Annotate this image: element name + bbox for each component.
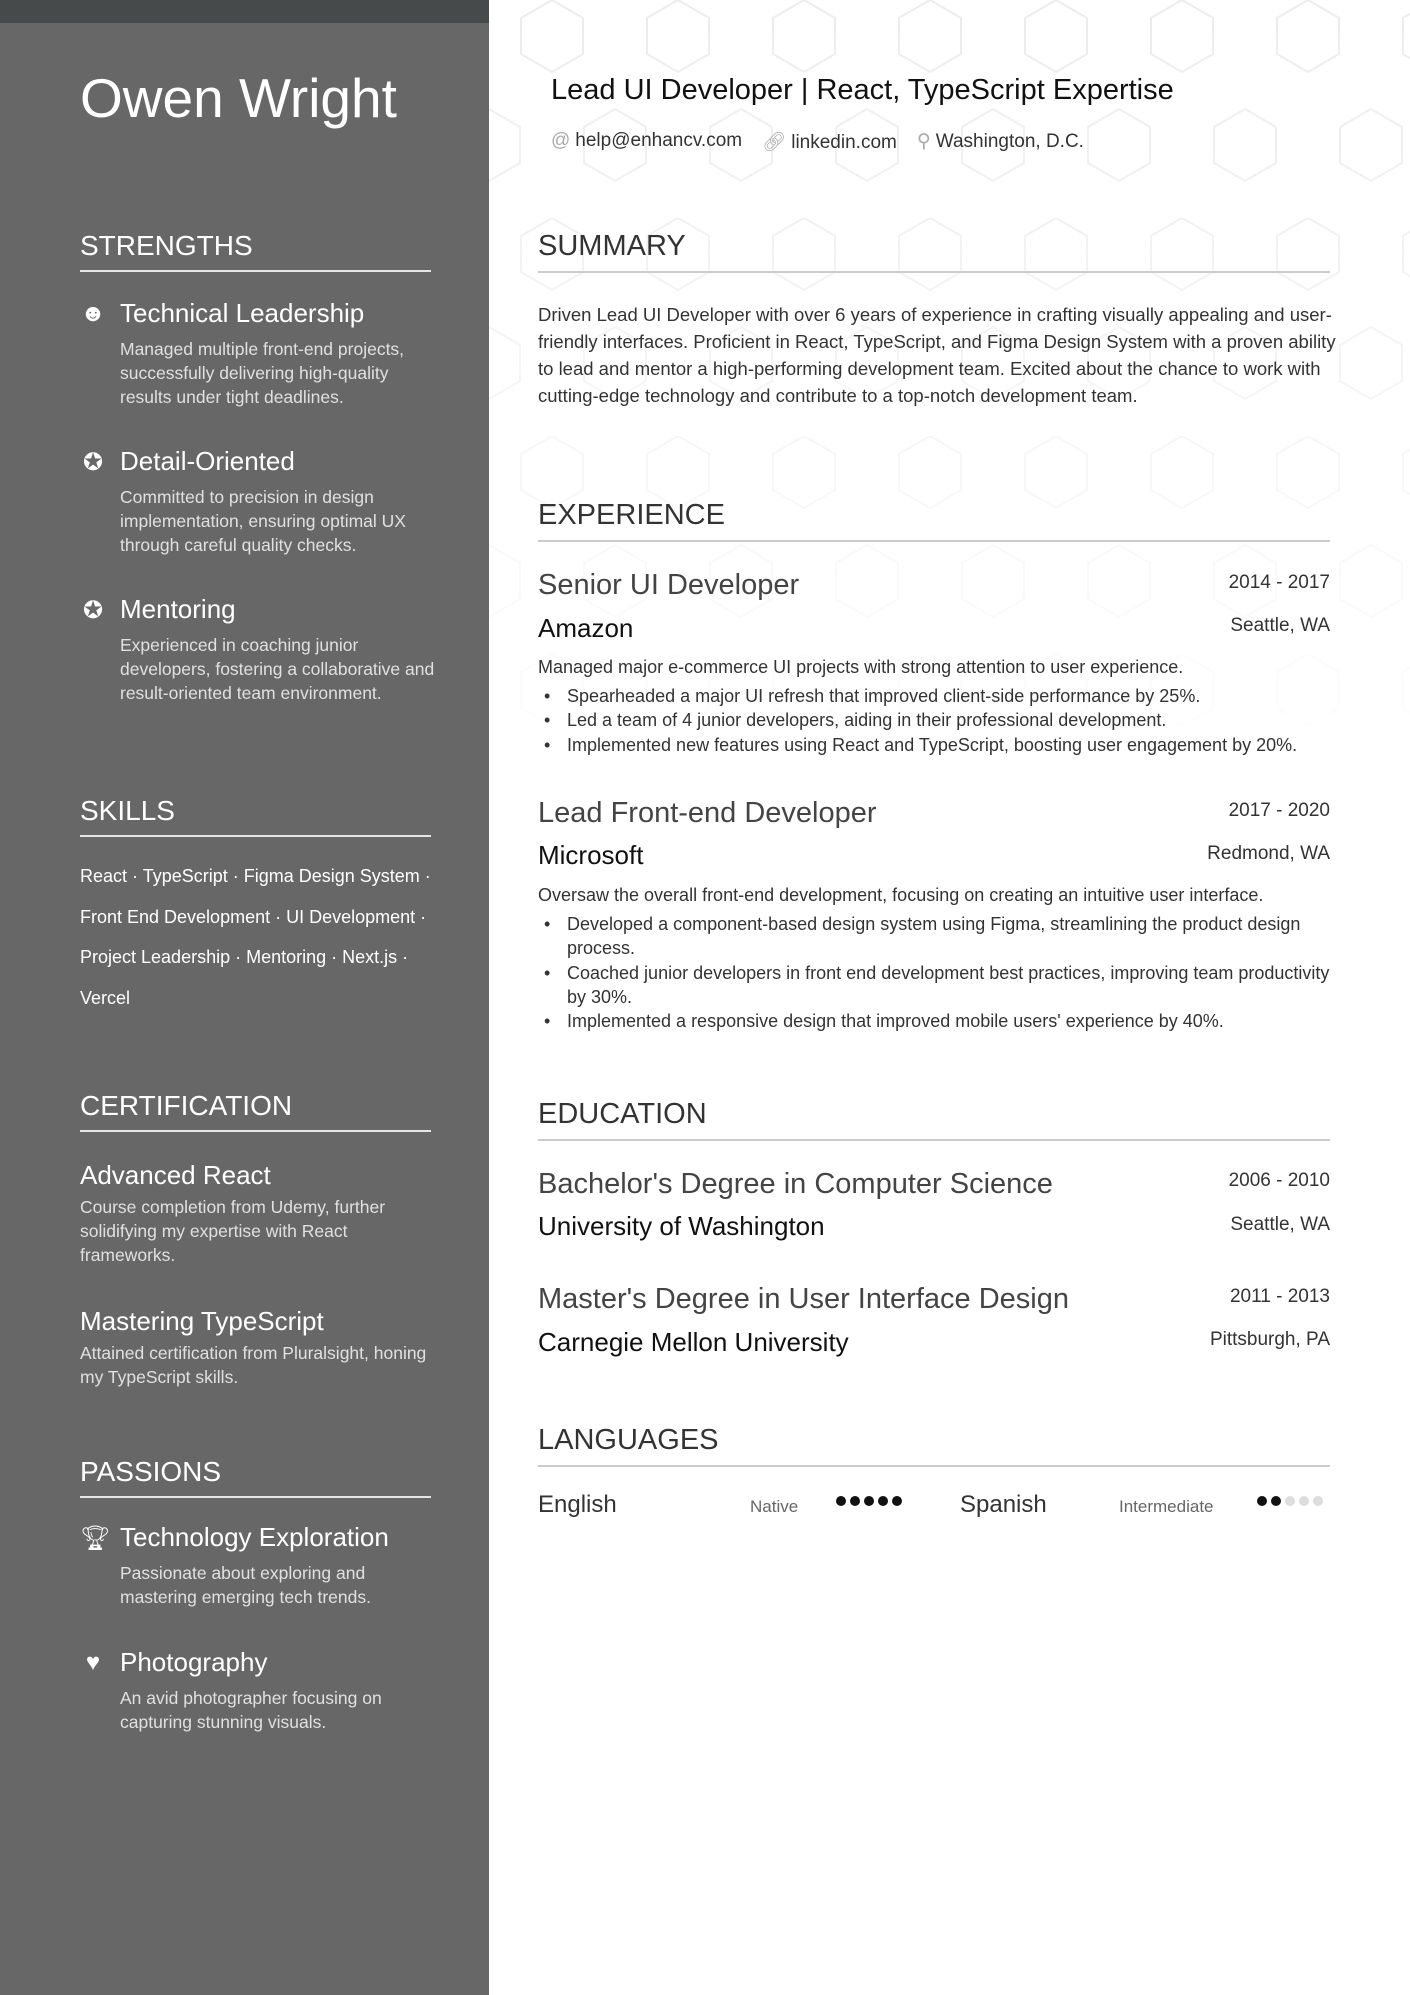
language-rating [836, 1496, 902, 1506]
job-bullet: • Led a team of 4 junior developers, aiding in their professional development. [538, 708, 1338, 732]
job-bullet: • Developed a component-based design system using Figma, streamlining the product design process. [538, 912, 1348, 961]
summary-heading: SUMMARY [538, 230, 1330, 273]
sidebar-top-bar [0, 0, 489, 23]
passions-heading: PASSIONS [80, 1456, 431, 1498]
job-company: Microsoft [538, 840, 644, 870]
rating-dot [892, 1496, 902, 1506]
edu-location: Pittsburgh, PA [1209, 1329, 1330, 1350]
job-role: Lead Front-end Developer [538, 797, 877, 829]
rating-dot [1285, 1496, 1295, 1506]
heart-icon: ♥ [85, 1649, 101, 1676]
language-name: Spanish [960, 1491, 1047, 1518]
rating-dot [850, 1496, 860, 1506]
languages-heading: LANGUAGES [538, 1424, 1330, 1467]
rating-dot [1257, 1496, 1267, 1506]
skills-line: Project Leadership · Mentoring · Next.js · [80, 947, 409, 968]
job-bullets [538, 912, 1348, 1033]
edu-dates: 2011 - 2013 [1229, 1286, 1330, 1307]
contact-list [551, 130, 1084, 154]
contact-linkedin[interactable]: 🔗︎ linkedin.com [762, 132, 897, 153]
candidate-name: Owen Wright [80, 67, 397, 129]
cert-title: Advanced React [80, 1160, 271, 1190]
experience-heading: EXPERIENCE [538, 499, 1330, 542]
strength-desc: Experienced in coaching junior developers, fostering a collaborative and result-oriented team environment. [120, 635, 435, 703]
passion-title: Technology Exploration [120, 1522, 389, 1552]
strength-desc: Committed to precision in design implementation, ensuring optimal UX through careful quality checks. [120, 487, 406, 555]
cert-title: Mastering TypeScript [80, 1306, 324, 1336]
language-level: Native [750, 1497, 799, 1516]
skills-line: Vercel [80, 988, 131, 1009]
education-heading: EDUCATION [538, 1098, 1330, 1141]
job-bullets [538, 684, 1338, 757]
skills-line: React · TypeScript · Figma Design System · [80, 866, 431, 886]
job-location: Redmond, WA [1207, 843, 1330, 864]
job-desc: Managed major e-commerce UI projects with strong attention to user experience. [538, 657, 1184, 677]
degree: Bachelor's Degree in Computer Science [538, 1168, 1053, 1200]
strengths-heading: STRENGTHS [80, 230, 431, 272]
contact-location: ⚲ Washington, D.C. [916, 131, 1084, 152]
cert-desc: Attained certification from Pluralsight, honing my TypeScript skills. [80, 1343, 427, 1387]
job-bullet: • Spearheaded a major UI refresh that improved client-side performance by 25%. [538, 684, 1338, 708]
job-company: Amazon [538, 613, 634, 643]
language-rating [1257, 1496, 1323, 1506]
rating-dot [836, 1496, 846, 1506]
degree: Master's Degree in User Interface Design [538, 1283, 1069, 1315]
award-ribbon-icon: ✪ [82, 597, 104, 624]
edu-location: Seattle, WA [1230, 1214, 1330, 1235]
rating-dot [1313, 1496, 1323, 1506]
rating-dot [864, 1496, 874, 1506]
job-bullet: • Coached junior developers in front end development best practices, improving team productivity by 30%. [538, 961, 1348, 1010]
school: University of Washington [538, 1211, 825, 1241]
job-dates: 2014 - 2017 [1228, 572, 1330, 593]
job-role: Senior UI Developer [538, 569, 800, 601]
school: Carnegie Mellon University [538, 1327, 849, 1357]
head-brain-icon: ☻ [80, 300, 106, 327]
strength-title: Technical Leadership [120, 298, 365, 328]
headline: Lead UI Developer | React, TypeScript Expertise [551, 74, 1174, 106]
job-bullet: • Implemented a responsive design that improved mobile users' experience by 40%. [538, 1009, 1348, 1033]
skills-heading: SKILLS [80, 795, 431, 837]
rating-dot [878, 1496, 888, 1506]
skills-list [80, 856, 440, 1019]
skills-line: Front End Development · UI Development · [80, 906, 427, 927]
language-name: English [538, 1491, 617, 1518]
passion-title: Photography [120, 1647, 268, 1677]
strength-title: Mentoring [120, 594, 236, 624]
trophy-icon: 🏆︎ [80, 1525, 111, 1552]
passion-desc: Passionate about exploring and mastering emerging tech trends. [120, 1563, 371, 1607]
strength-desc: Managed multiple front-end projects, successfully delivering high-quality results under tight deadlines. [120, 339, 405, 407]
location-pin-icon: ⚲ [916, 131, 931, 152]
contact-email[interactable]: @ help@enhancv.com [551, 130, 743, 151]
summary-text: Driven Lead UI Developer with over 6 years of experience in crafting visually appealing and user-friendly interfaces. Proficient in React, TypeScript, and Figma Design System with a proven ability to lead and mentor a high-performing development team. Excited about the chance to work with cutting-edge technology and contribute to a top-notch development team. [538, 304, 1336, 406]
award-ribbon-icon: ✪ [82, 449, 104, 476]
rating-dot [1271, 1496, 1281, 1506]
strength-title: Detail-Oriented [120, 446, 295, 476]
passion-desc: An avid photographer focusing on capturing stunning visuals. [120, 1688, 382, 1732]
language-level: Intermediate [1119, 1497, 1214, 1516]
edu-dates: 2006 - 2010 [1228, 1170, 1330, 1191]
rating-dot [1299, 1496, 1309, 1506]
job-desc: Oversaw the overall front-end development, focusing on creating an intuitive user interface. [538, 885, 1264, 905]
job-location: Seattle, WA [1230, 615, 1330, 636]
link-icon: 🔗︎ [762, 132, 787, 153]
job-dates: 2017 - 2020 [1228, 800, 1330, 821]
cert-desc: Course completion from Udemy, further solidifying my expertise with React frameworks. [80, 1197, 386, 1265]
certification-heading: CERTIFICATION [80, 1090, 431, 1132]
job-bullet: • Implemented new features using React and TypeScript, boosting user engagement by 20%. [538, 733, 1338, 757]
at-icon: @ [551, 130, 571, 151]
